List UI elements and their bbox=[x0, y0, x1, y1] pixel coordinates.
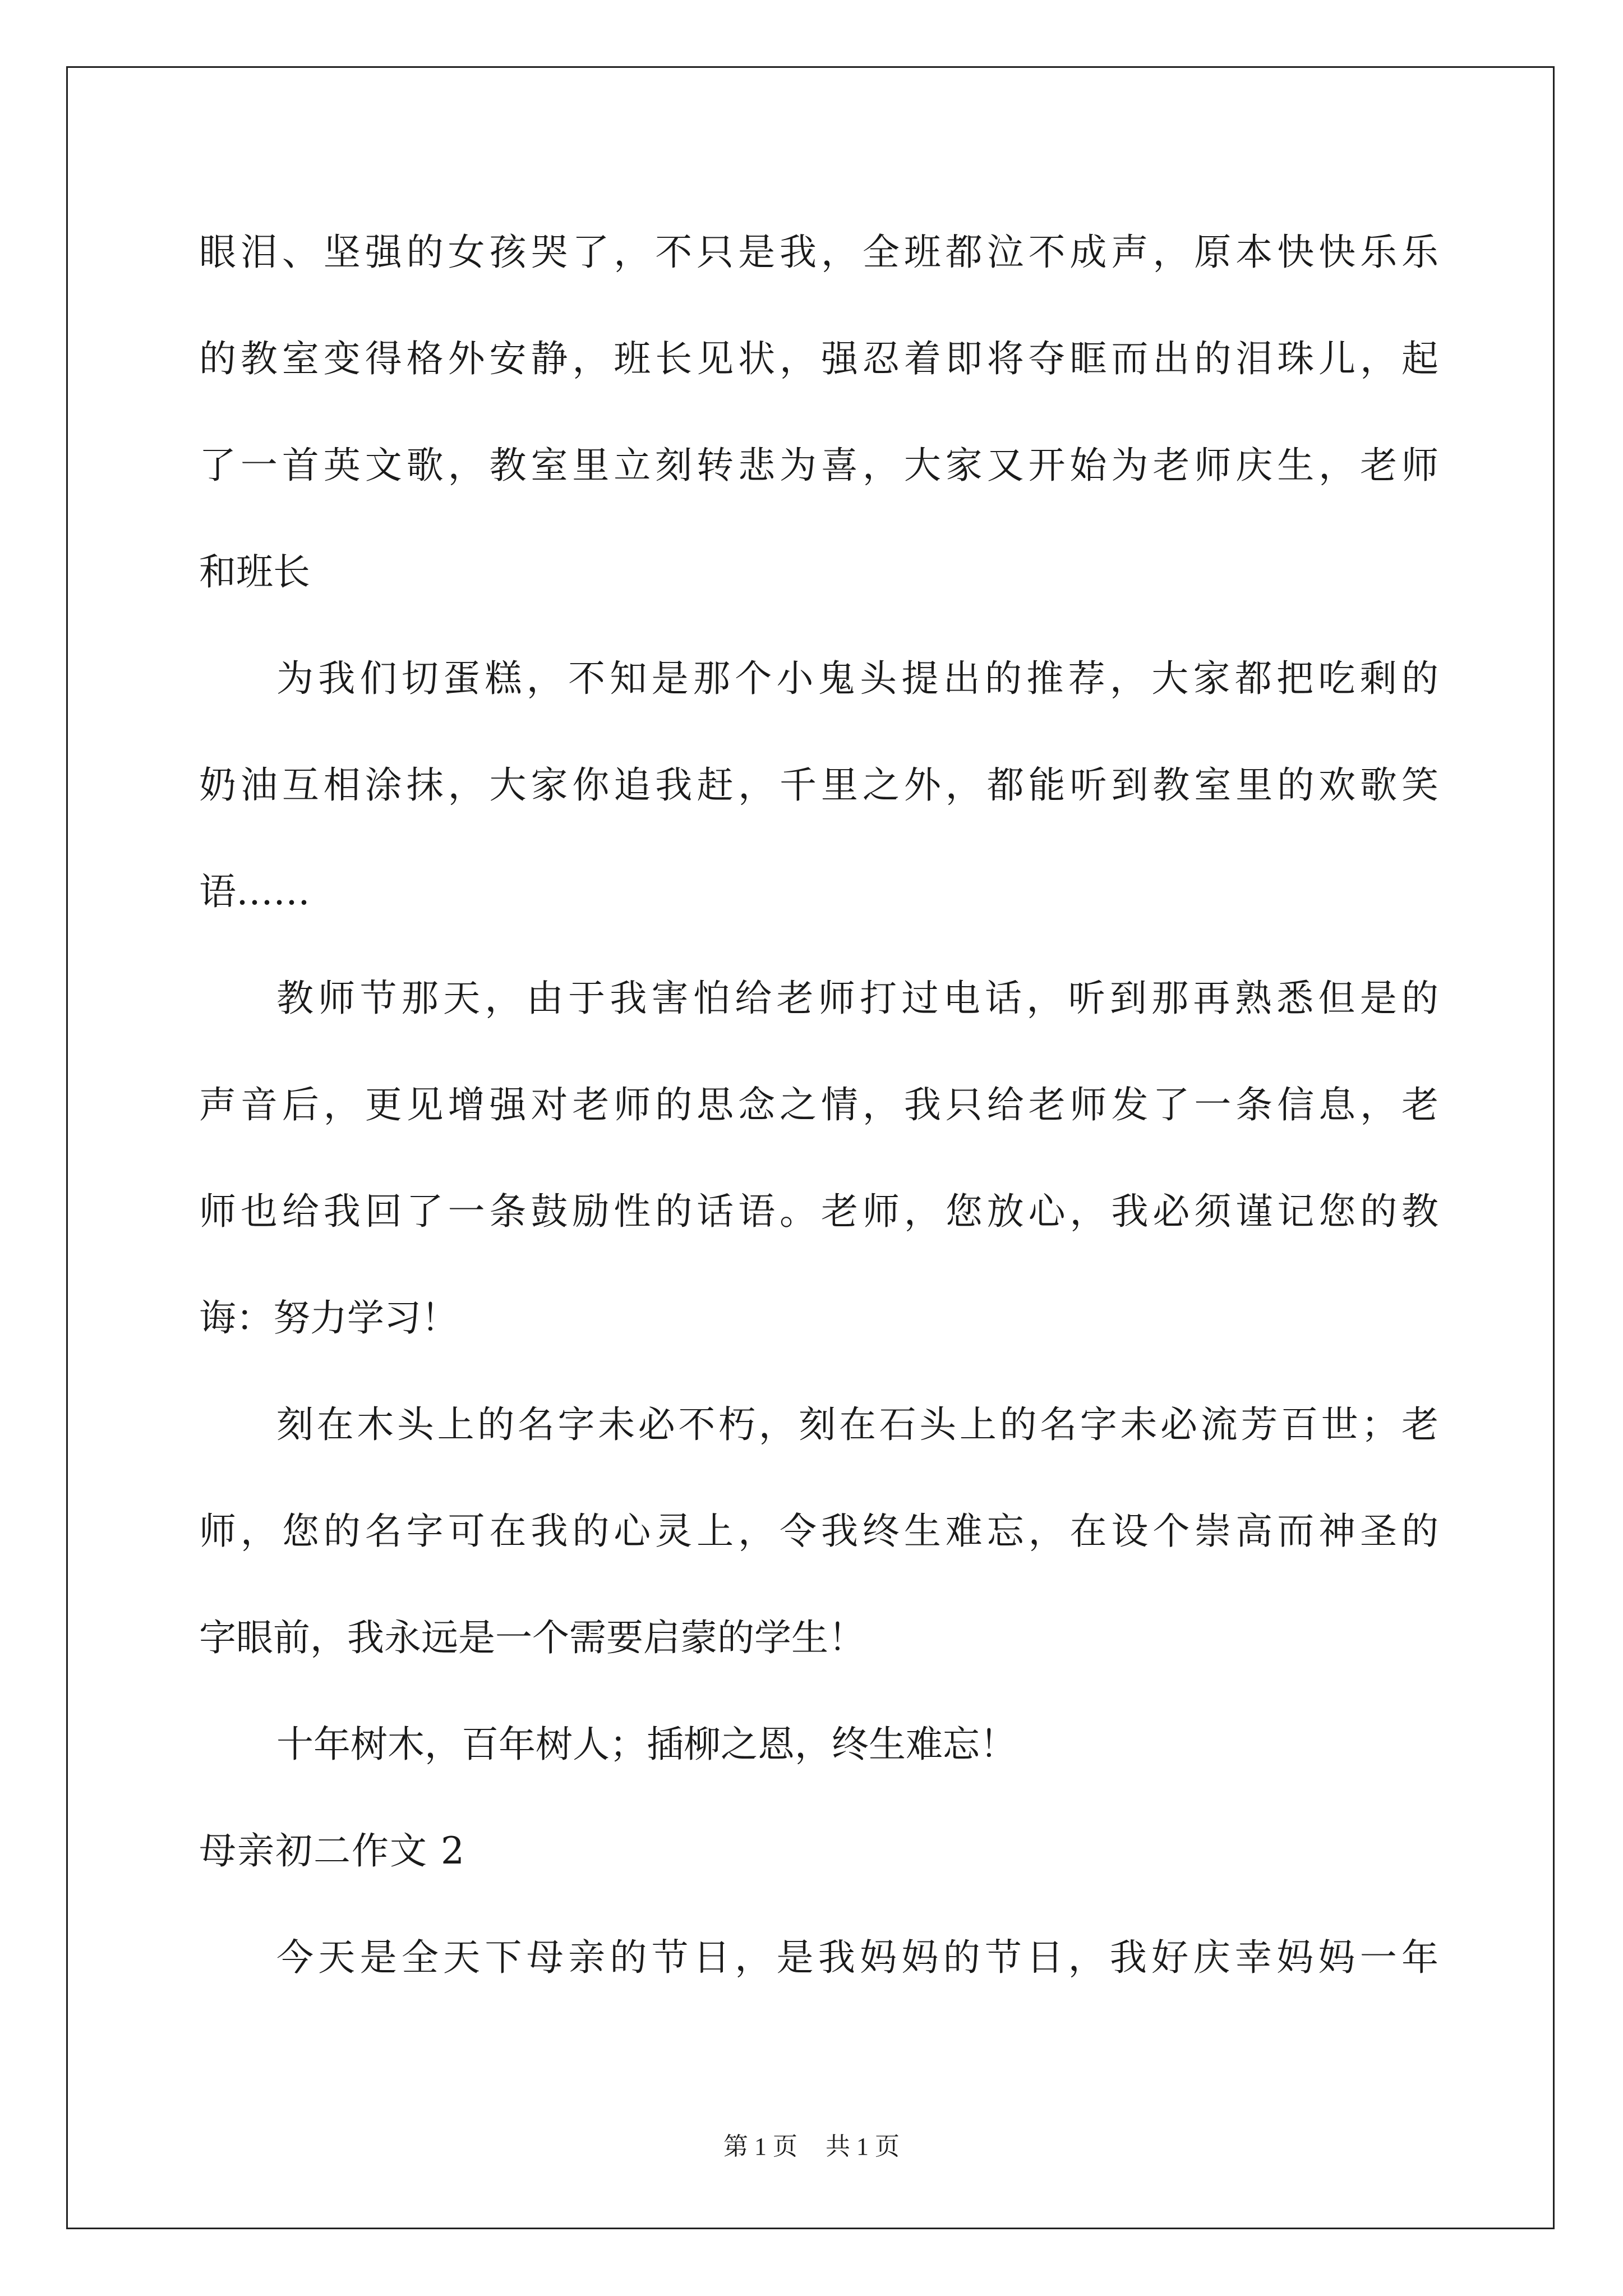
document-body bbox=[199, 199, 1438, 2011]
page-number-current: 第 1 页 bbox=[723, 2133, 797, 2160]
page-number-total: 共 1 页 bbox=[826, 2133, 900, 2160]
text-line: 师，您的名字可在我的心灵上，令我终生难忘，在设个崇高而神圣的 bbox=[199, 1510, 1438, 1553]
text-line: 诲：努力学习！ bbox=[199, 1296, 458, 1340]
paragraph-start-line: 为我们切蛋糕，不知是那个小鬼头提出的推荐，大家都把吃剩的 bbox=[276, 657, 1438, 700]
paragraph-start-line: 教师节那天，由于我害怕给老师打过电话，听到那再熟悉但是的 bbox=[276, 977, 1438, 1020]
text-line: 师也给我回了一条鼓励性的话语。老师，您放心，我必须谨记您的教 bbox=[199, 1190, 1438, 1233]
page-footer bbox=[0, 2126, 1623, 2162]
text-line: 字眼前，我永远是一个需要启蒙的学生！ bbox=[199, 1616, 865, 1659]
section-heading: 母亲初二作文 2 bbox=[199, 1829, 465, 1872]
text-line: 奶油互相涂抹，大家你追我赶，千里之外，都能听到教室里的欢歌笑 bbox=[199, 763, 1438, 807]
text-line: 声音后，更见增强对老师的思念之情，我只给老师发了一条信息，老 bbox=[199, 1083, 1438, 1126]
text-line: 了一首英文歌，教室里立刻转悲为喜，大家又开始为老师庆生，老师 bbox=[199, 444, 1438, 487]
text-line: 眼泪、坚强的女孩哭了，不只是我，全班都泣不成声，原本快快乐乐 bbox=[199, 231, 1438, 274]
text-line: 语…… bbox=[199, 870, 310, 913]
paragraph-start-line: 十年树木，百年树人；插柳之恩，终生难忘！ bbox=[276, 1723, 1017, 1766]
text-line: 的教室变得格外安静，班长见状，强忍着即将夺眶而出的泪珠儿，起 bbox=[199, 337, 1438, 380]
text-line: 和班长 bbox=[199, 550, 310, 593]
paragraph-start-line: 刻在木头上的名字未必不朽，刻在石头上的名字未必流芳百世；老 bbox=[276, 1403, 1438, 1446]
paragraph-start-line: 今天是全天下母亲的节日，是我妈妈的节日，我好庆幸妈妈一年 bbox=[276, 1936, 1438, 1979]
